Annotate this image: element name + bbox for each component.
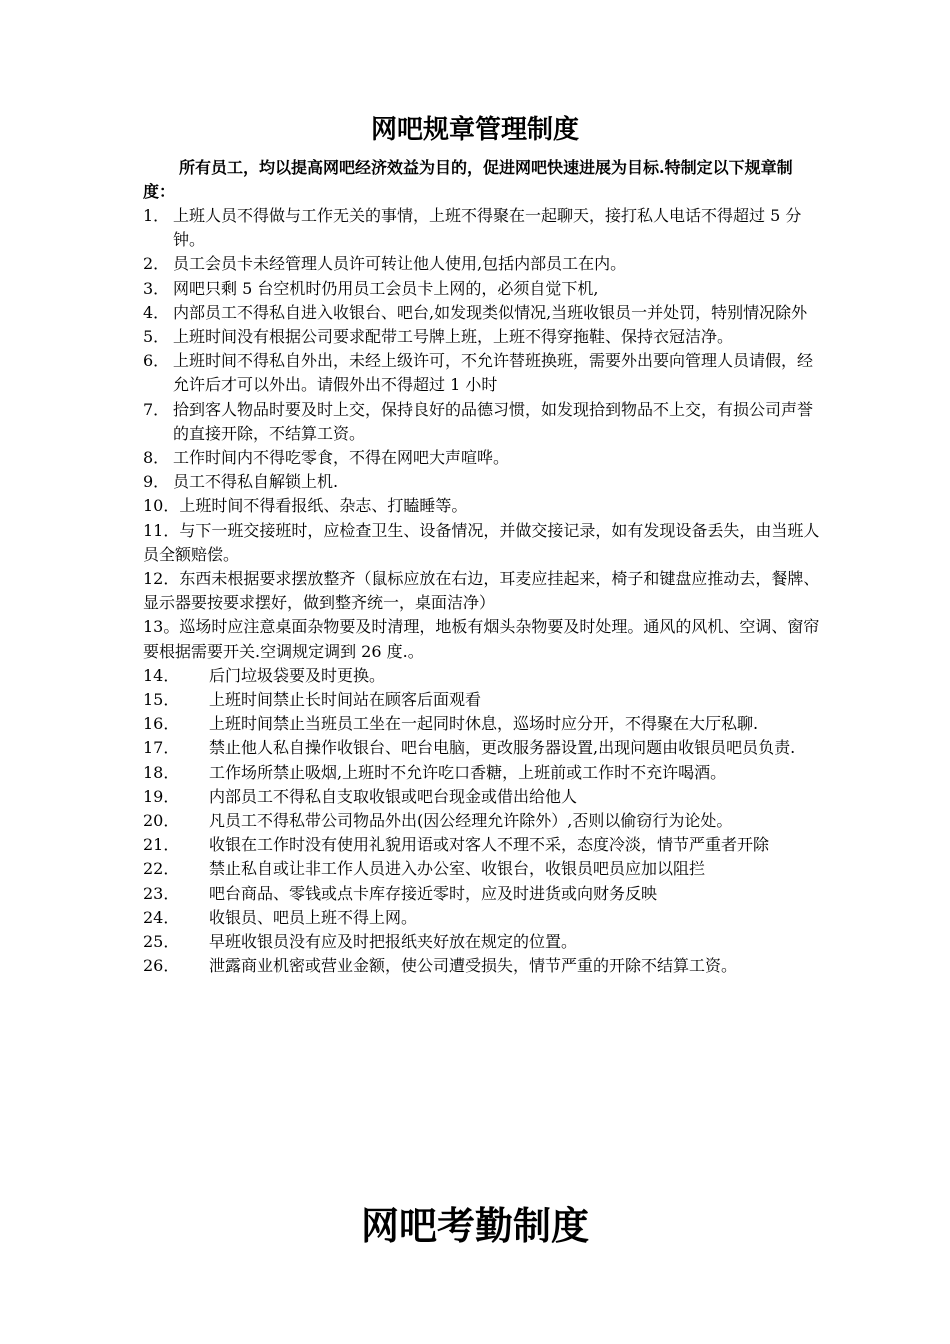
- rule-number: 26．: [143, 956, 180, 976]
- rule-text: 凡员工不得私带公司物品外出(因公经理允许除外）,否则以偷窃行为论处。: [209, 811, 733, 831]
- rule-text: 上班时间没有根据公司要求配带工号牌上班，上班不得穿拖鞋、保持衣冠洁净。: [173, 327, 734, 347]
- rule-item: [143, 857, 823, 881]
- rule-item: [143, 954, 823, 978]
- rule-text: 工作场所禁止吸烟,上班时不允许吃口香糖，上班前或工作时不充许喝酒。: [209, 762, 727, 782]
- rule-text: 后门垃圾袋要及时更换。: [209, 665, 386, 685]
- rule-number: 5．: [143, 327, 170, 347]
- rule-item: [143, 833, 823, 857]
- rule-item: [143, 349, 823, 397]
- rule-number: 2．: [143, 254, 170, 274]
- rule-number: 14．: [143, 665, 180, 685]
- rule-item: [143, 712, 823, 736]
- rule-number: 15．: [143, 690, 180, 710]
- rule-number: 18．: [143, 762, 180, 782]
- rule-item: [143, 252, 823, 276]
- rule-text: 禁止私自或让非工作人员进入办公室、收银台，收银员吧员应加以阻拦: [209, 859, 706, 879]
- rule-text: 员工不得私自解锁上机.: [173, 472, 339, 492]
- rule-number: 25．: [143, 932, 180, 952]
- rule-item: [143, 519, 823, 567]
- rule-item: [143, 615, 823, 663]
- rule-text: 禁止他人私自操作收银台、吧台电脑，更改服务器设置,出现问题由收银员吧员负责.: [209, 738, 796, 758]
- rule-text: 收银员、吧员上班不得上网。: [209, 907, 418, 927]
- rule-number: 8．: [143, 448, 170, 468]
- rule-item: [143, 688, 823, 712]
- rule-number: 3．: [143, 278, 170, 298]
- rule-number: 22．: [143, 859, 180, 879]
- rule-text: 早班收银员没有应及时把报纸夹好放在规定的位置。: [209, 932, 578, 952]
- rule-item: [143, 470, 823, 494]
- rule-number: 11．: [143, 520, 180, 540]
- rule-number: 9．: [143, 472, 170, 492]
- rule-text: 内部员工不得私自支取收银或吧台现金或借出给他人: [209, 786, 578, 806]
- rule-text: 吧台商品、零钱或点卡库存接近零时，应及时进货或向财务反映: [209, 883, 658, 903]
- rule-text: 内部员工不得私自进入收银台、吧台,如发现类似情况,当班收银员一并处罚，特别情况除外: [173, 302, 808, 322]
- rule-number: 10．: [143, 496, 180, 516]
- rule-item: [143, 761, 823, 785]
- rule-number: 12．: [143, 569, 180, 589]
- rule-item: [143, 204, 823, 252]
- rule-item: [143, 446, 823, 470]
- rule-number: 24．: [143, 907, 180, 927]
- rule-item: [143, 906, 823, 930]
- rule-text: 员工会员卡未经管理人员许可转让他人使用,包括内部员工在内。: [173, 254, 627, 274]
- rule-number: 19．: [143, 786, 180, 806]
- rule-text: 泄露商业机密或营业金额，使公司遭受损失，情节严重的开除不结算工资。: [209, 956, 738, 976]
- rule-number: 6．: [143, 351, 170, 371]
- rule-number: 4．: [143, 302, 170, 322]
- rule-text: 网吧只剩 5 台空机时仍用员工会员卡上网的，必须自觉下机,: [173, 278, 599, 298]
- rule-item: [143, 567, 823, 615]
- rule-number: 7．: [143, 399, 170, 419]
- rule-item: [143, 809, 823, 833]
- rule-item: [143, 664, 823, 688]
- rule-text: 上班时间不得私自外出，未经上级许可，不允许替班换班，需要外出要向管理人员请假，经允许后才可以外出。请假外出不得超过 1 小时: [173, 351, 814, 395]
- rule-number: 21．: [143, 835, 180, 855]
- intro-paragraph: 所有员工，均以提高网吧经济效益为目的，促进网吧快速进展为目标.特制定以下规章制度：: [143, 158, 793, 201]
- rule-text: 东西未根据要求摆放整齐（鼠标应放在右边，耳麦应挂起来，椅子和键盘应推动去，餐牌、显示器要按要求摆好，做到整齐统一，桌面洁净）: [143, 569, 820, 613]
- rule-item: [143, 277, 823, 301]
- rule-text: 收银在工作时没有使用礼貌用语或对客人不理不采，态度冷淡，情节严重者开除: [209, 835, 770, 855]
- rule-text: 工作时间内不得吃零食，不得在网吧大声喧哗。: [173, 448, 510, 468]
- rule-number: 20．: [143, 811, 180, 831]
- rule-text: 上班时间禁止长时间站在顾客后面观看: [209, 690, 482, 710]
- section-title-attendance: 网吧考勤制度: [360, 1204, 589, 1248]
- rule-text: 与下一班交接班时，应检查卫生、设备情况，并做交接记录，如有发现设备丢失，由当班人员全额赔偿。: [143, 520, 820, 564]
- rule-item: [143, 882, 823, 906]
- rule-number: 23．: [143, 883, 180, 903]
- rule-text: 上班时间不得看报纸、杂志、打瞌睡等。: [179, 496, 468, 516]
- rules-list: [143, 204, 823, 979]
- rule-item: [143, 736, 823, 760]
- rule-text: 上班时间禁止当班员工坐在一起同时休息，巡场时应分开，不得聚在大厅私聊.: [209, 714, 759, 734]
- rule-number: 16．: [143, 714, 180, 734]
- rule-number: 13。: [143, 617, 180, 637]
- rule-item: [143, 325, 823, 349]
- rule-text: 拾到客人物品时要及时上交，保持良好的品德习惯，如发现拾到物品不上交，有损公司声誉的直接开除，不结算工资。: [173, 399, 814, 443]
- rule-item: [143, 398, 823, 446]
- rule-text: 上班人员不得做与工作无关的事情，上班不得聚在一起聊天，接打私人电话不得超过 5 分钟。: [173, 206, 802, 250]
- rule-item: [143, 785, 823, 809]
- rule-item: [143, 494, 823, 518]
- document-title: 网吧规章管理制度: [370, 115, 579, 145]
- rule-number: 17．: [143, 738, 180, 758]
- rule-text: 巡场时应注意桌面杂物要及时清理，地板有烟头杂物要及时处理。通风的风机、空调、窗帘要根据需要开关.空调规定调到 26 度.。: [143, 617, 820, 661]
- rule-item: [143, 930, 823, 954]
- rule-number: 1．: [143, 206, 170, 225]
- rule-item: [143, 301, 823, 325]
